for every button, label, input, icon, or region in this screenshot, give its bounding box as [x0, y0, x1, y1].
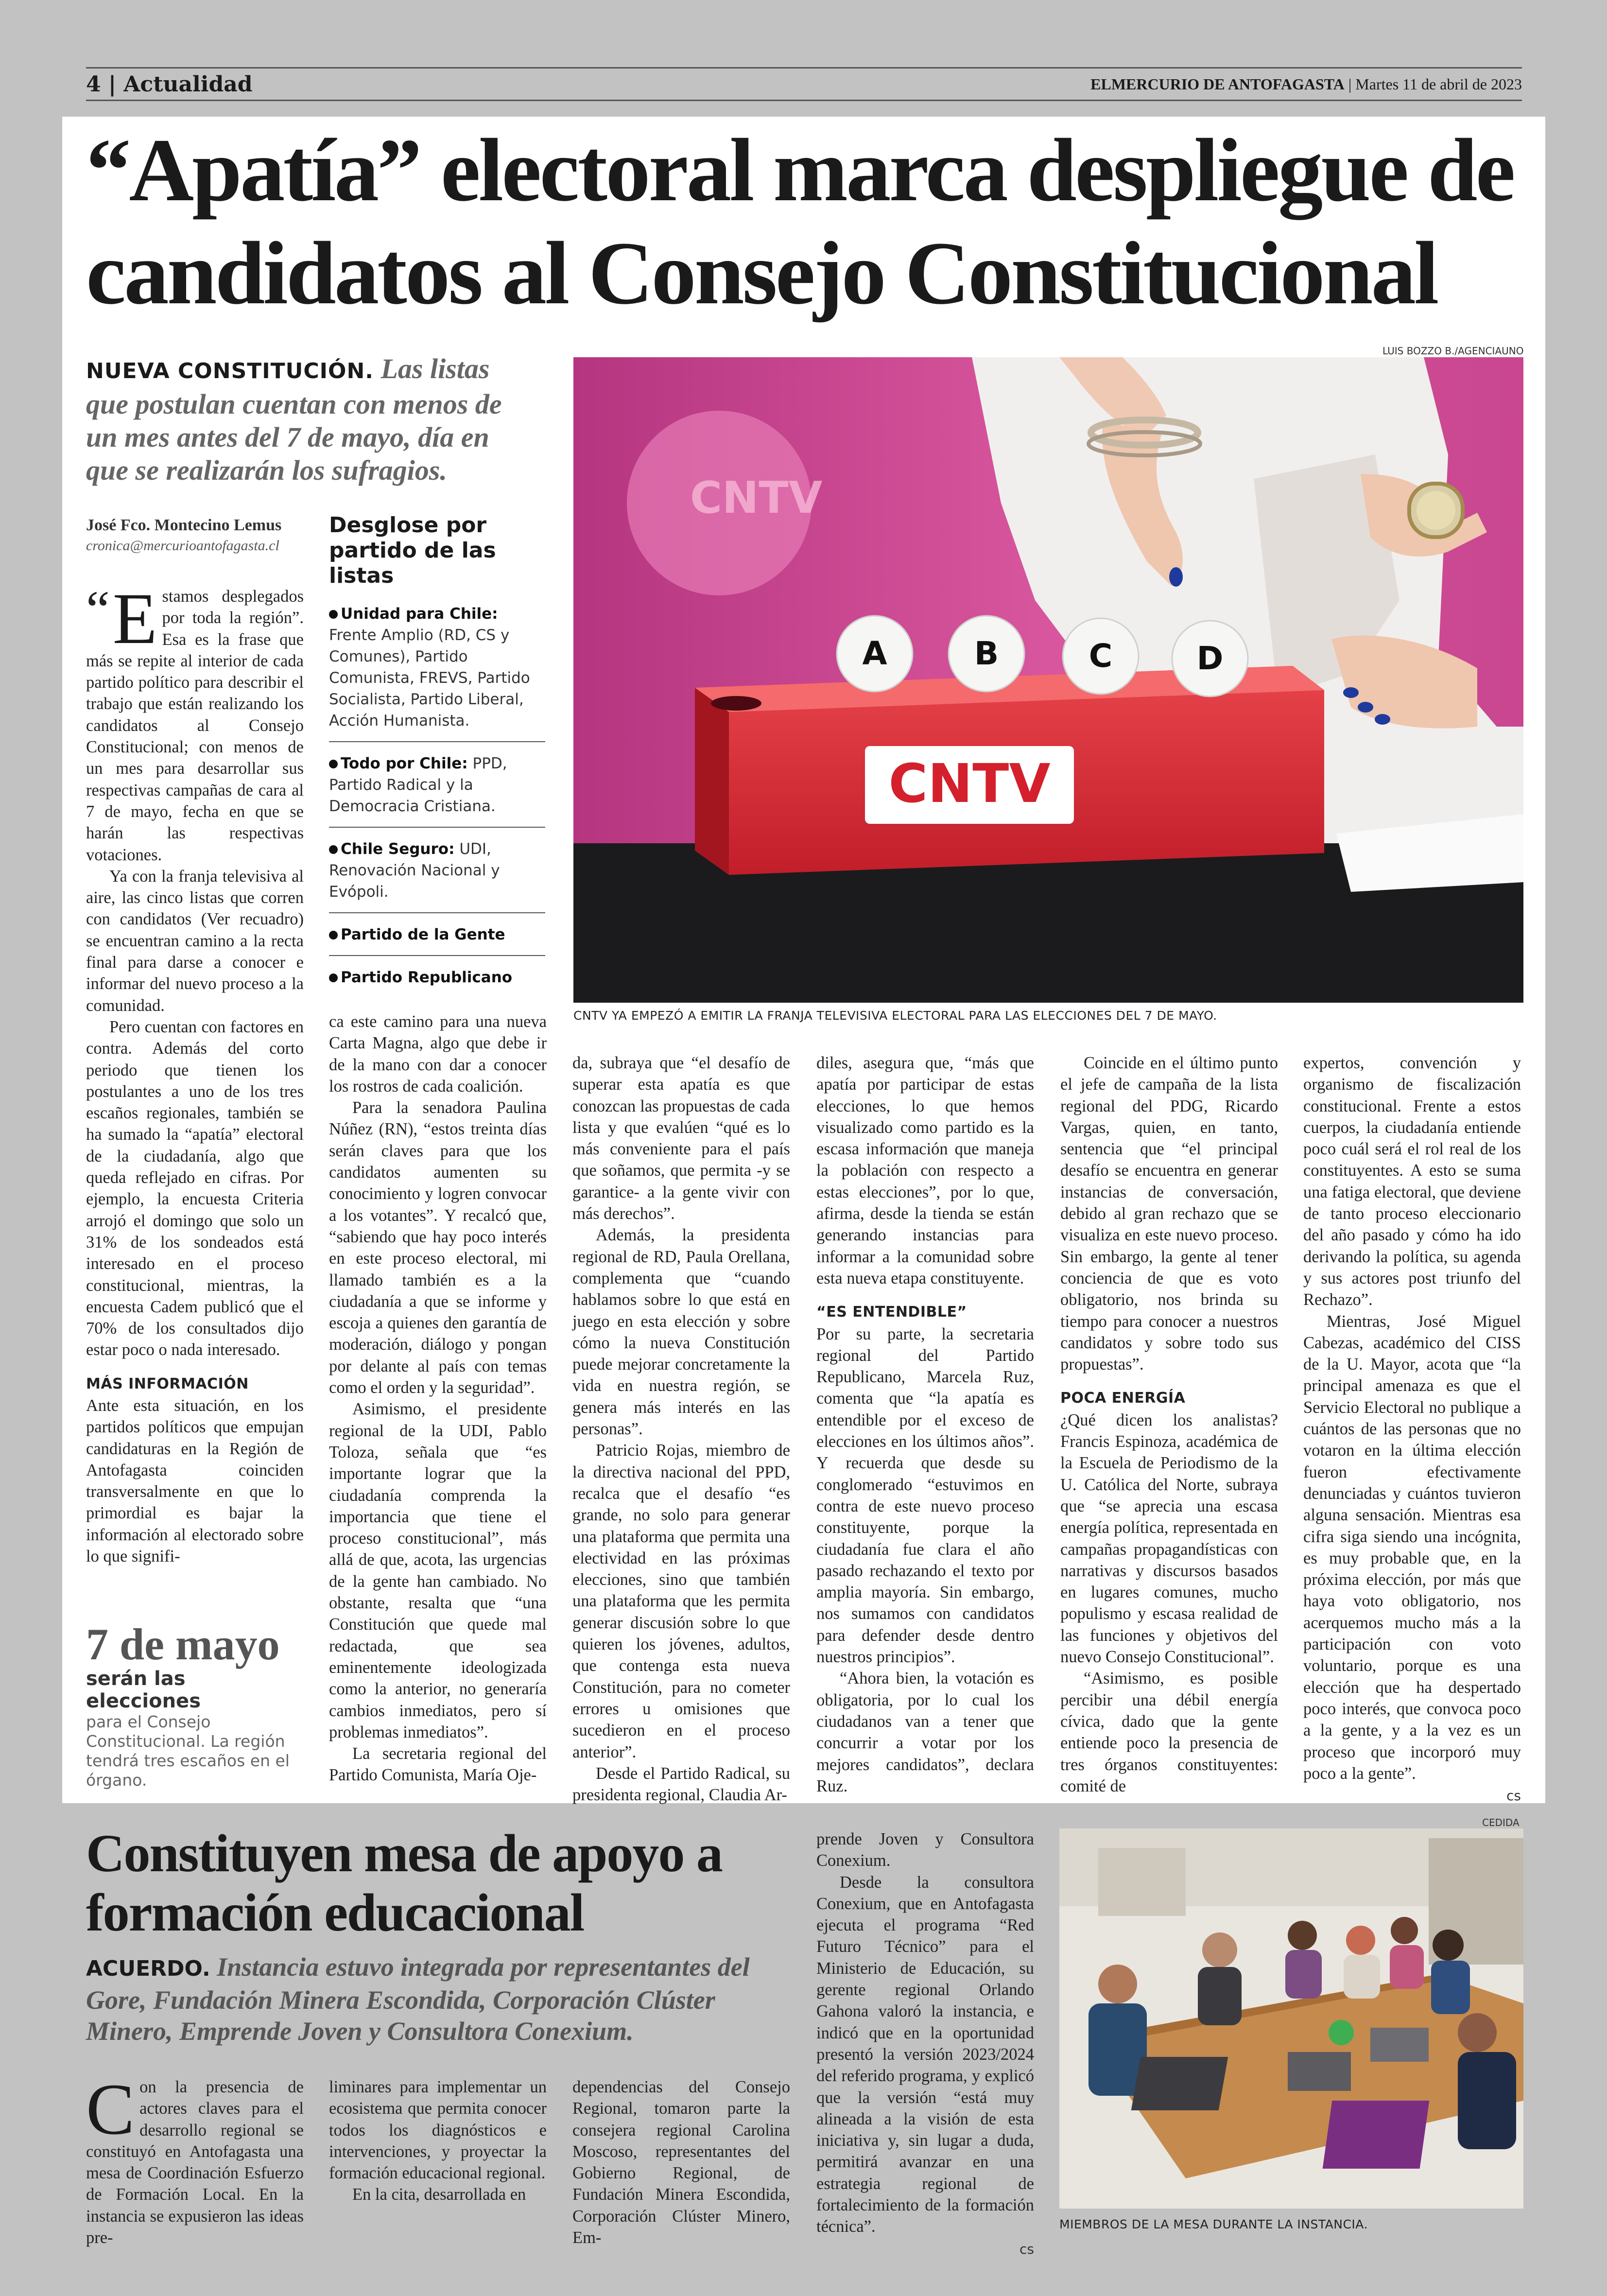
bullet-icon	[329, 610, 338, 619]
party-breakdown-box	[329, 513, 545, 1009]
bullet-icon	[329, 931, 338, 939]
list-item: Unidad para Chile: Frente Amplio (RD, CS y Comunes), Partido Comunista, FREVS, Partido Socialista, Partido Liberal, Acción Humanista.	[329, 603, 545, 742]
photo-credit: LUIS BOZZO B./AGENCIAUNO	[1382, 345, 1524, 357]
end-mark: cs	[1506, 1788, 1521, 1804]
meeting-photo	[1059, 1828, 1523, 2209]
ball-label: A	[862, 635, 887, 672]
byline	[86, 516, 314, 554]
quote-mark: “	[86, 580, 110, 639]
article2-column-1: Con la presencia de actores claves para el desarrollo regional se constituyó en Antofagasta una mesa de Coordinación Esfuerzo de Formación Local. En la instancia se expusieron las ideas pre-	[86, 2069, 304, 2247]
lead-text: Instancia estuvo integrada por representantes del Gore, Fundación Minera Escondida, Corporación Clúster Minero, Emprende Joven y Consultora Conexium.	[86, 1952, 750, 2046]
stat-box	[86, 1621, 300, 1790]
article2-column-2: liminares para implementar un ecosistema que permita conocer todos los diagnósticos e intervenciones, y proyectar la formación educacional regional. En la cita, desarrollada en	[329, 2078, 547, 2204]
article-lead	[86, 352, 538, 487]
article-column-4: diles, asegura que, “más que apatía por participar de estas elecciones, lo que hemos visualizado como partido es la escasa información que maneja la población con respecto a estas elecciones”, por lo que, afirma, desde la tienda se están generando instancias para informar a la comunidad sobre esta nueva etapa constituyente. “ES ENTENDIBLE” Por su parte, la secretaria regional del Partido Republicano, Marcela Ruz, comenta que “la apatía es entendible por el exceso de elecciones en los últimos años”. Y recuerda que desde su conglomerado “estuvimos en contra de este nuevo proceso constituyente, porque la ciudadanía fue clara el año pasado rechazando el texto por amplia mayoría. Sin embargo, nos sumamos con candidatos para defender desde dentro nuestros principios”. “Ahora bien, la votación es obligatoria, por lo cual los ciudadanos van a tener que concurrir a votar por los mejores candidatos”, declara Ruz.	[816, 1054, 1034, 1795]
photo-credit: CEDIDA	[1482, 1817, 1520, 1828]
article-column-1: “ E stamos desplegados por toda la región”. Esa es la frase que más se repite al interior de cada partido político para describir el trabajo que están realizando los candidatos al Consejo Constitucional; con menos de un mes para desarrollar sus respectivas campañas de cara al 7 de mayo, fecha en que se harán las respectivas votaciones. Ya con la franja televisiva al aire, las cinco listas que corren con candidatos (Ver recuadro) se encuentran camino a la recta final para darse a conocer e informar del nuevo proceso a la comunidad. Pero cuentan con factores en contra. Además del corto periodo que tienen los postulantes a uno de los tres escaños regionales, también se ha sumado la “apatía” electoral de la ciudadanía, algo que queda reflejado en cifras. Por ejemplo, la encuesta Criteria arrojó el domingo que solo un 31% de los sondeados está interesado en el proceso constitucional, mientras, la encuesta Cadem publicó que el 70% de los consultados dijo estar poco o nada interesado. MÁS INFORMACIÓN Ante esta situación, en los partidos políticos que empujan candidaturas en la Región de Antofagasta coinciden transversalmente en que lo primordial es bajar la información al electorado sobre lo que signifi-	[86, 578, 304, 1566]
box-label: CNTV	[888, 752, 1051, 815]
article-headline: “Apatía” electoral marca despliegue de candidatos al Consejo Constitucional	[86, 121, 1514, 323]
section-label: 4 | Actualidad	[86, 71, 253, 97]
ball-label: C	[1089, 637, 1113, 675]
article-column-6: expertos, convención y organismo de fiscalización constitucional. Frente a estos cuerpos, la ciudadanía entiende poco cuál será el rol real de los constituyentes. A esto se suma una fatiga electoral, que deviene de tanto proceso eleccionario del año pasado y cómo ha ido derivando la política, su agenda y sus actores post triunfo del Rechazo”. Mientras, José Miguel Cabezas, académico del CISS de la U. Mayor, acota que “la principal amenaza es que el Servicio Electoral no publique a cuántos de las personas que no votaron en la última elección fueron efectivamente denunciadas y cuántos tuvieron alguna sensación. Mientras esa cifra siga siendo una incógnita, es muy probable que, en la próxima elección, por más que haya voto obligatorio, nos acerquemos mucho más a la participación con voto voluntario, porque es una elección que ha despertado poco interés, que convoca poco a la gente, y a la vez es un proceso que incorporó muy poco a la gente”. cs	[1303, 1054, 1521, 1804]
article2-column-3: dependencias del Consejo Regional, tomaron parte la consejera regional Carolina Moscoso, representantes del Gobierno Regional, de Fundación Minera Escondida, Corporación Clúster Minero, Em-	[572, 2078, 790, 2247]
breakdown-title: Desglose por partido de las listas	[329, 513, 496, 588]
subhead: POCA ENERGÍA	[1060, 1390, 1186, 1407]
bullet-icon	[329, 974, 338, 982]
article2-lead	[86, 1951, 795, 2047]
photo-caption: MIEMBROS DE LA MESA DURANTE LA INSTANCIA.	[1059, 2217, 1368, 2231]
stat-value: 7 de mayo	[86, 1619, 280, 1669]
lead-kicker: NUEVA CONSTITUCIÓN.	[86, 359, 374, 383]
author-name: José Fco. Montecino Lemus	[86, 516, 282, 534]
drop-cap: E	[112, 578, 157, 659]
issue-date: Martes 11 de abril de 2023	[1355, 75, 1522, 93]
end-mark: cs	[1019, 2241, 1034, 2257]
stat-title: serán las elecciones	[86, 1668, 201, 1712]
section-name: Actualidad	[123, 71, 253, 97]
stat-detail: para el Consejo Constitucional. La región tendrá tres escaños en el órgano.	[86, 1712, 290, 1790]
bullet-icon	[329, 760, 338, 768]
list-item: Partido Republicano	[329, 967, 545, 998]
cntv-photo	[573, 357, 1523, 1003]
page-number: 4	[86, 71, 101, 97]
drop-cap: C	[86, 2069, 135, 2150]
background-logo-text: CNTV	[690, 472, 823, 523]
lead-text: Las listas que postulan cuentan con menos de un mes antes del 7 de mayo, día en que se realizarán los sufragios.	[86, 353, 502, 486]
subhead: “ES ENTENDIBLE”	[816, 1304, 967, 1321]
list-item: Partido de la Gente	[329, 924, 545, 956]
bullet-icon	[329, 845, 338, 854]
page-header	[86, 67, 1522, 101]
article-column-2: ca este camino para una nueva Carta Magna, algo que debe ir de la mano con dar a conocer los rostros de cada coalición. Para la senadora Paulina Núñez (RN), “estos treinta días serán claves para que los candidatos aumenten su conocimiento y logren convocar a los votantes”. Y recalcó que, “sabiendo que hay poco interés en este proceso electoral, mi llamado también es a la ciudadanía a que se informe y escoja a quienes den garantía de moderación, diálogo y pongan por delante al país con temas como el orden y la seguridad”. Asimismo, el presidente regional de la UDI, Pablo Toloza, señala que “es importante lograr que la ciudadanía comprenda la importancia que tiene el proceso constitucional”, más allá de que, acota, las urgencias de la gente han cambiado. No obstante, resalta que “una Constitución que quede mal redactada, que sea eminentemente ideologizada como la anterior, no generaría cambios inmediatos, pero sí problemas inmediatos”. La secretaria regional del Partido Comunista, María Oje-	[329, 1012, 547, 1785]
list-item: Todo por Chile: PPD, Partido Radical y la Democracia Cristiana.	[329, 753, 545, 828]
article2-column-4: prende Joven y Consultora Conexium. Desde la consultora Conexium, que en Antofagasta ejecuta el programa “Red Futuro Técnico” para el Ministerio de Educación, su gerente regional Orlando Gahona valoró la instancia, e indicó que en la oportunidad presentó la versión 2023/2024 del referido programa, y explicó que la versión “está muy alineada a la visión de esta iniciativa y, sin lugar a duda, permitirá avanzar en una estrategia regional de fortalecimiento de la formación técnica”. cs	[816, 1830, 1034, 2257]
ball-label: D	[1196, 640, 1224, 677]
article2-headline: Constituyen mesa de apoyo a formación educacional	[86, 1824, 722, 1942]
article-column-5: Coincide en el último punto el jefe de campaña de la lista regional del PDG, Ricardo Vargas, quien, en tanto, sentencia que “el principal desafío se encuentra en generar instancias de conversación, debido al gran rechazo que se visualiza en este nuevo proceso. Sin embargo, la gente al tener conciencia de que es voto obligatorio, nos brinda su tiempo para conocer a nuestros candidatos y sobre todo sus propuestas”. POCA ENERGÍA ¿Qué dicen los analistas? Francis Espinoza, académica de la Escuela de Periodismo de la U. Católica del Norte, subraya que “se aprecia una escasa energía política, representada en campañas propagandísticas con narrativas y discursos basados en lugares comunes, mucho populismo y escasa realidad de las funciones y objetivos del nuevo Consejo Constitucional”. “Asimismo, es posible percibir una débil energía cívica, dado que la gente entiende poco la presencia de tres órganos constituyentes: comité de	[1060, 1054, 1278, 1795]
subhead: MÁS INFORMACIÓN	[86, 1375, 249, 1392]
masthead-date: ELMERCURIO DE ANTOFAGASTA | Martes 11 de abril de 2023	[1090, 75, 1522, 93]
newspaper-name: ELMERCURIO DE ANTOFAGASTA	[1090, 75, 1345, 93]
ball-label: B	[974, 635, 999, 672]
lead-kicker: ACUERDO.	[86, 1956, 210, 1981]
author-email: cronica@mercurioantofagasta.cl	[86, 538, 279, 554]
photo-caption: CNTV YA EMPEZÓ A EMITIR LA FRANJA TELEVISIVA ELECTORAL PARA LAS ELECCIONES DEL 7 DE MAYO.	[573, 1009, 1217, 1023]
article-column-3: da, subraya que “el desafío de superar esta apatía es que conozcan las propuestas de cada lista y que evalúen “qué es lo más conveniente para el país que soñamos, que permita -y se garantice- a la gente vivir con más derechos”. Además, la presidenta regional de RD, Paula Orellana, complementa que “cuando hablamos sobre lo que está en juego en esta elección y sobre cómo la nueva Constitución puede mejorar concretamente la vida en nuestra región, se genera más interés en las personas”. Patricio Rojas, miembro de la directiva nacional del PPD, recalca que el desafío “es grande, no solo para generar una plataforma que permita una electividad en las próximas elecciones, sino que también una plataforma que les permita generar discusión sobre lo que quieren los jóvenes, adultos, que contenga esta nueva Constitución, para no cometer errores u omisiones que sucedieron en el proceso anterior”. Desde el Partido Radical, su presidenta regional, Claudia Ar-	[572, 1054, 790, 1805]
list-item: Chile Seguro: UDI, Renovación Nacional y Evópoli.	[329, 838, 545, 913]
